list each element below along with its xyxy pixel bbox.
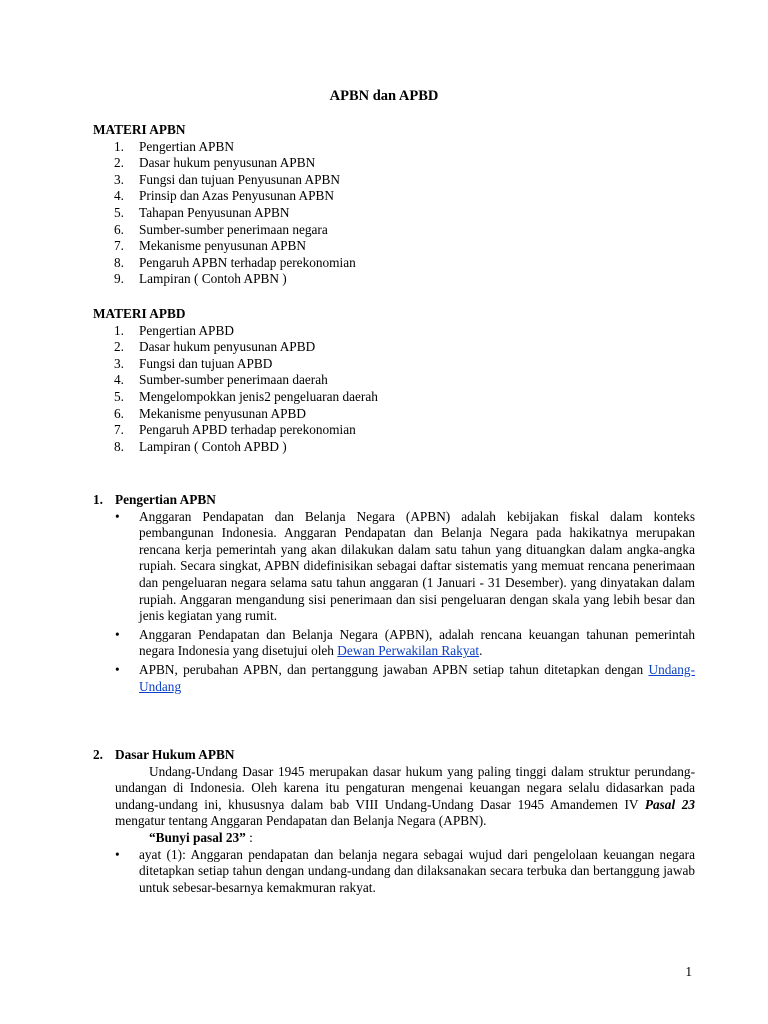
list-item: 3. Fungsi dan tujuan Penyusunan APBN [114,171,340,187]
list-item: 6. Mekanisme penyusunan APBD [114,405,306,421]
section-2-paragraph: Undang-Undang Dasar 1945 merupakan dasar hukum yang paling tinggi dalam struktur perundang-undangan di Indonesia. Oleh karena itu pengaturan mengenai keuangan negara selalu didasarkan pada undang-undang ini, khususnya dalam bab VIII Undang-Undang Dasar 1945 Amandemen IV Pasal 23 mengatur tentang Anggaran Pendapatan dan Belanja Negara (APBN). [115,763,695,829]
list-item: 1. Pengertian APBN [114,138,234,154]
list-item: 4. Sumber-sumber penerimaan daerah [114,372,328,388]
list-item: 8. Pengaruh APBN terhadap perekonomian [114,254,356,270]
section-1-title: 1. Pengertian APBN [93,492,216,507]
section-dasar-hukum-apbn [93,747,695,898]
list-item: 8. Lampiran ( Contoh APBD ) [114,438,287,454]
list-item: 4. Prinsip dan Azas Penyusunan APBN [114,188,335,204]
list-item: 6. Sumber-sumber penerimaan negara [114,221,328,237]
bullet-icon: • [115,508,120,524]
section-1-bullets [93,509,695,696]
materi-apbn-list [93,139,695,288]
section-2-title: 2. Dasar Hukum APBN [93,747,235,762]
bunyi-pasal-label: “Bunyi pasal 23” : [149,829,253,845]
list-item: • ayat (1): Anggaran pendapatan dan belanja negara sebagai wujud dari pengelolaan keuangan negara ditetapkan setiap tahun dengan undang-undang dan dilaksanakan secara terbuka dan bertanggung jawab untuk sebesar-besarnya kemakmuran rakyat. [115,846,695,895]
list-item: • Anggaran Pendapatan dan Belanja Negara (APBN), adalah rencana keuangan tahunan pemerintah negara Indonesia yang disetujui oleh Dewan Perwakilan Rakyat. [115,626,695,659]
link-undang-undang[interactable]: Undang-Undang [139,661,695,694]
list-item: 7. Pengaruh APBD terhadap perekonomian [114,422,356,438]
list-item: 1. Pengertian APBD [114,322,234,338]
list-item: 3. Fungsi dan tujuan APBD [114,355,273,371]
list-item: 7. Mekanisme penyusunan APBN [114,238,306,254]
list-item: 5. Mengelompokkan jenis2 pengeluaran daerah [114,388,378,404]
bullet-icon: • [115,661,120,677]
materi-apbn-section [93,122,695,288]
list-item: 2. Dasar hukum penyusunan APBN [114,155,316,171]
document-title: APBN dan APBD [329,88,439,104]
list-item: • APBN, perubahan APBN, dan pertanggung jawaban APBN setiap tahun ditetapkan dengan Undang-Undang [115,661,695,694]
section-2-bullets [93,847,695,897]
list-item: 5. Tahapan Penyusunan APBN [114,204,290,220]
section-pengertian-apbn [93,492,695,697]
link-dewan-perwakilan-rakyat[interactable]: Dewan Perwakilan Rakyat [337,643,480,659]
materi-apbd-section [93,306,695,455]
list-item: 9. Lampiran ( Contoh APBN ) [114,271,287,287]
materi-apbd-list [93,323,695,456]
bullet-icon: • [115,626,120,642]
page-number: 1 [685,964,692,979]
bullet-icon: • [115,846,120,862]
list-item: • Anggaran Pendapatan dan Belanja Negara (APBN) adalah kebijakan fiskal dalam konteks pembangunan Indonesia. Anggaran Pendapatan dan Belanja Negara pada hakikatnya merupakan rencana kerja pemerintah yang akan dilakukan dalam satu tahun yang dituangkan dalam angka-angka rupiah. Secara singkat, APBN didefinisikan sebagai daftar sistematis yang memuat rencana penerimaan dan pengeluaran negara selama satu tahun anggaran (1 Januari - 31 Desember). yang dinyatakan dalam rupiah. Anggaran mengandung sisi penerimaan dan sisi pengeluaran dengan skala yang lebih besar dan jenis kegiatan yang rumit. [115,508,695,624]
materi-apbn-heading: MATERI APBN [93,122,186,137]
list-item: 2. Dasar hukum penyusunan APBD [114,339,316,355]
materi-apbd-heading: MATERI APBD [93,306,186,321]
